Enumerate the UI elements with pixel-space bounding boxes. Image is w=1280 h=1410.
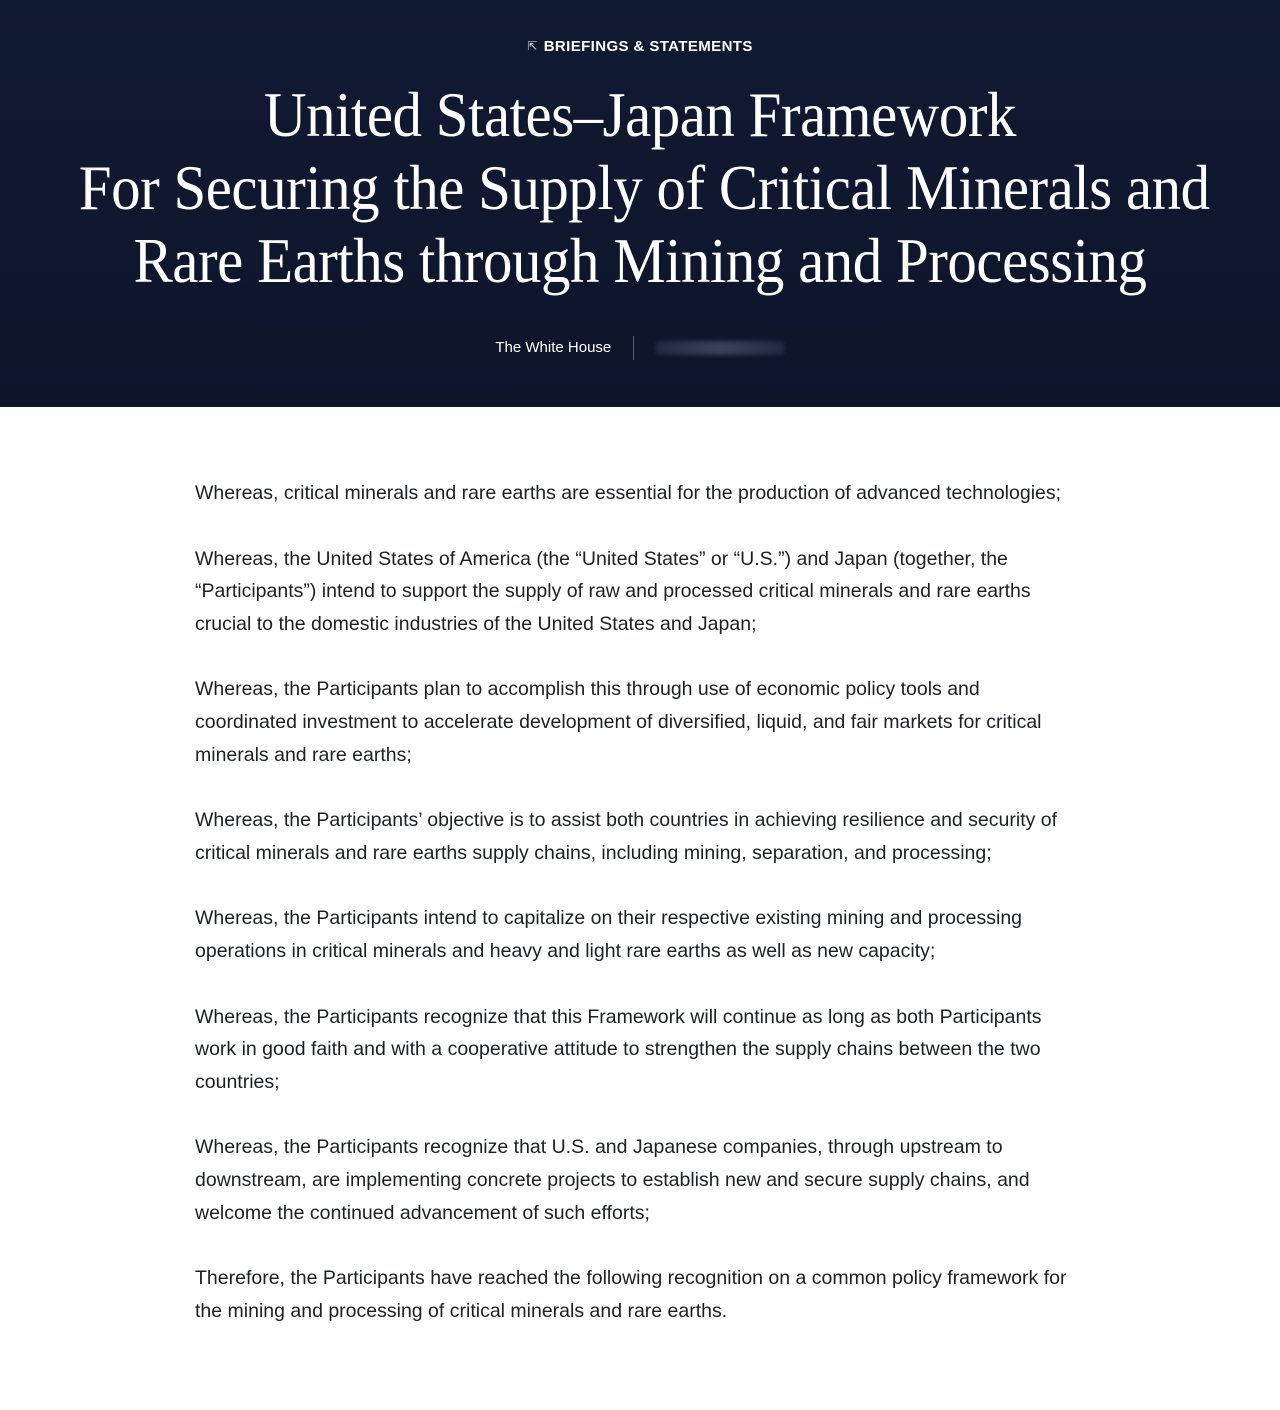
article-paragraph: Whereas, the Participants recognize that U.S. and Japanese companies, through upstream to downstream, are implementing concrete projects to establish new and secure supply chains, and welcome the continued advancement of such efforts; bbox=[195, 1136, 1030, 1224]
article-paragraph: Whereas, the Participants recognize that this Framework will continue as long as both Participants work in good faith and with a cooperative attitude to strengthen the supply chains between the two countries; bbox=[195, 1005, 1042, 1093]
article-paragraph: Whereas, the Participants’ objective is to assist both countries in achieving resilience and security of critical minerals and rare earths supply chains, including mining, separation, and processing; bbox=[195, 809, 1058, 864]
page-header bbox=[0, 0, 1280, 407]
article-body bbox=[195, 477, 1075, 1360]
breadcrumb-link[interactable] bbox=[0, 38, 1280, 55]
byline bbox=[0, 336, 1280, 360]
article-paragraph: Whereas, the Participants intend to capitalize on their respective existing mining and processing operations in critical minerals and heavy and light rare earths as well as new capacity; bbox=[195, 907, 1023, 962]
breadcrumb-label: BRIEFINGS & STATEMENTS bbox=[543, 38, 753, 55]
page-title-line: United States–Japan Framework bbox=[264, 79, 1016, 150]
author-name: The White House bbox=[495, 339, 612, 357]
article-paragraph: Whereas, critical minerals and rare earths are essential for the production of advanced technologies; bbox=[195, 482, 1062, 504]
redacted-date bbox=[655, 341, 785, 355]
page-title-line: Rare Earths through Mining and Processing bbox=[133, 225, 1147, 296]
article-paragraph: Whereas, the United States of America (the “United States” or “U.S.”) and Japan (together, the “Participants”) intend to support the supply of raw and processed critical minerals and rare earths crucial to the domestic industries of the United States and Japan; bbox=[195, 547, 1031, 635]
article-paragraph: Whereas, the Participants plan to accomplish this through use of economic policy tools and coordinated investment to accelerate development of diversified, liquid, and fair markets for critical minerals and rare earths; bbox=[195, 678, 1042, 766]
byline-divider bbox=[633, 336, 634, 360]
page-title bbox=[78, 78, 1210, 297]
article-paragraph: Therefore, the Participants have reached the following recognition on a common policy framework for the mining and processing of critical minerals and rare earths. bbox=[195, 1267, 1067, 1322]
arrow-up-left-icon: ⇱ bbox=[527, 39, 538, 53]
page-title-line: For Securing the Supply of Critical Minerals and bbox=[78, 152, 1210, 223]
